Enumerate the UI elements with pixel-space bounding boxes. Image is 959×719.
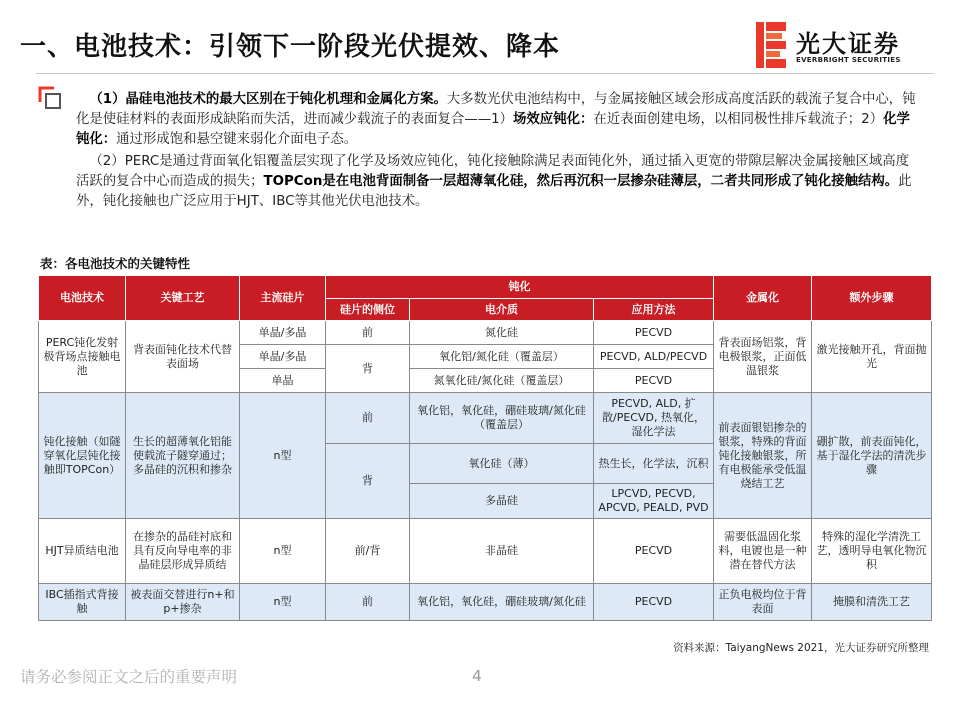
cell-hjt-tech: HJT异质结电池 <box>39 519 126 584</box>
logo-cn-text: 光大证券 <box>796 30 900 58</box>
cell-topcon-diel-1: 氧化铝，氧化硅，硼硅玻璃/氮化硅（覆盖层） <box>410 393 594 444</box>
cell-ibc-extra: 掩膜和清洗工艺 <box>812 584 932 621</box>
cell-perc-metal: 背表面场铝浆，背电极银浆，正面低温银浆 <box>714 321 812 393</box>
cell-perc-method-1: PECVD <box>594 321 714 345</box>
cell-hjt-process: 在掺杂的晶硅衬底和具有反向导电率的非晶硅层形成异质结 <box>126 519 240 584</box>
intro-paragraph-1: （1）晶硅电池技术的最大区别在于钝化机理和金属化方案。大多数光伏电池结构中，与金属接触区域会形成高度活跃的载流子复合中心，钝化是使硅材料的表面形成缺陷而失活，进而减少载流子的表面复合——1）场效应钝化：在近表面创建电场，以相同极性排斥载流子；2）化学钝化：通过形成饱和悬空键来弱化介面电子态。 <box>76 92 916 147</box>
header-metal: 金属化 <box>714 276 812 321</box>
header-wafer: 主流硅片 <box>240 276 326 321</box>
cell-hjt-method: PECVD <box>594 519 714 584</box>
battery-tech-table <box>38 275 932 621</box>
cell-topcon-process: 生长的超薄氧化铝能使载流子隧穿通过；多晶硅的沉积和掺杂 <box>126 393 240 519</box>
cell-topcon-tech: 钝化接触（如隧穿氧化层钝化接触即TOPCon） <box>39 393 126 519</box>
cell-topcon-metal: 前表面银铝掺杂的银浆，特殊的背面钝化接触银浆，所有电极能承受低温烧结工艺 <box>714 393 812 519</box>
intro-paragraph-2: （2）PERC是通过背面氧化铝覆盖层实现了化学及场效应钝化，钝化接触除满足表面钝化外，通过插入更宽的带隙层解决金属接触区域高度活跃的复合中心而造成的损失；TOPCon是在电池背面制备一层超薄氧化硅，然后再沉积一层掺杂硅薄层，二者共同形成了钝化接触结构。此外，钝化接触也广泛应用于HJT、IBC等其他光伏电池技术。 <box>76 154 912 209</box>
cell-perc-wafer-2: 单晶/多晶 <box>240 345 326 369</box>
cell-topcon-side-2: 背 <box>326 444 410 519</box>
cell-perc-wafer-1: 单晶/多晶 <box>240 321 326 345</box>
cell-perc-diel-1: 氮化硅 <box>410 321 594 345</box>
page-number: 4 <box>472 667 482 685</box>
cell-hjt-wafer: n型 <box>240 519 326 584</box>
cell-perc-diel-3: 氮氧化硅/氮化硅（覆盖层） <box>410 369 594 393</box>
cell-perc-tech: PERC钝化发射极背场点接触电池 <box>39 321 126 393</box>
table-title: 表：各电池技术的关键特性 <box>40 256 191 271</box>
source-note: 资料来源：TaiyangNews 2021，光大证券研究所整理 <box>673 642 929 654</box>
everbright-logo-icon <box>756 22 788 68</box>
cell-ibc-diel: 氧化铝，氧化硅，硼硅玻璃/氮化硅 <box>410 584 594 621</box>
page-title: 一、电池技术：引领下一阶段光伏提效、降本 <box>20 32 561 62</box>
cell-ibc-side: 前 <box>326 584 410 621</box>
cell-ibc-wafer: n型 <box>240 584 326 621</box>
header-method: 应用方法 <box>594 299 714 321</box>
cell-ibc-process: 被表面交替进行n+和p+掺杂 <box>126 584 240 621</box>
header-tech: 电池技术 <box>39 276 126 321</box>
cell-topcon-method-3: LPCVD, PECVD, APCVD, PEALD, PVD <box>594 484 714 519</box>
cell-hjt-diel: 非晶硅 <box>410 519 594 584</box>
table-row <box>39 393 932 444</box>
cell-perc-side-2: 背 <box>326 345 410 393</box>
cell-perc-side-1: 前 <box>326 321 410 345</box>
header-extra: 额外步骤 <box>812 276 932 321</box>
cell-topcon-extra: 硼扩散，前表面钝化，基于湿化学法的清洗步骤 <box>812 393 932 519</box>
title-divider <box>36 73 934 74</box>
bracket-icon <box>38 86 68 112</box>
cell-ibc-tech: IBC插指式背接触 <box>39 584 126 621</box>
cell-perc-process: 背表面钝化技术代替表面场 <box>126 321 240 393</box>
table-row <box>39 584 932 621</box>
table-row <box>39 321 932 345</box>
logo-en-text: EVERBRIGHT SECURITIES <box>796 56 901 64</box>
header-passivation: 钝化 <box>326 276 714 299</box>
cell-perc-extra: 激光接触开孔，背面抛光 <box>812 321 932 393</box>
cell-hjt-side: 前/背 <box>326 519 410 584</box>
cell-topcon-method-2: 热生长，化学法，沉积 <box>594 444 714 484</box>
cell-perc-diel-2: 氧化铝/氮化硅（覆盖层） <box>410 345 594 369</box>
table-row <box>39 519 932 584</box>
cell-perc-method-3: PECVD <box>594 369 714 393</box>
cell-topcon-diel-3: 多晶硅 <box>410 484 594 519</box>
company-logo <box>756 22 946 70</box>
cell-perc-wafer-3: 单晶 <box>240 369 326 393</box>
header-dielectric: 电介质 <box>410 299 594 321</box>
cell-topcon-side-1: 前 <box>326 393 410 444</box>
disclaimer-footer: 请务必参阅正文之后的重要声明 <box>20 668 238 686</box>
cell-topcon-diel-2: 氧化硅（薄） <box>410 444 594 484</box>
cell-topcon-method-1: PECVD, ALD, 扩散/PECVD, 热氧化，湿化学法 <box>594 393 714 444</box>
cell-hjt-metal: 需要低温固化浆料，电镀也是一种潜在替代方法 <box>714 519 812 584</box>
cell-hjt-extra: 特殊的湿化学清洗工艺，透明导电氧化物沉积 <box>812 519 932 584</box>
cell-ibc-metal: 正负电极均位于背表面 <box>714 584 812 621</box>
cell-topcon-wafer: n型 <box>240 393 326 519</box>
cell-ibc-method: PECVD <box>594 584 714 621</box>
header-side: 硅片的侧位 <box>326 299 410 321</box>
header-process: 关键工艺 <box>126 276 240 321</box>
cell-perc-method-2: PECVD, ALD/PECVD <box>594 345 714 369</box>
